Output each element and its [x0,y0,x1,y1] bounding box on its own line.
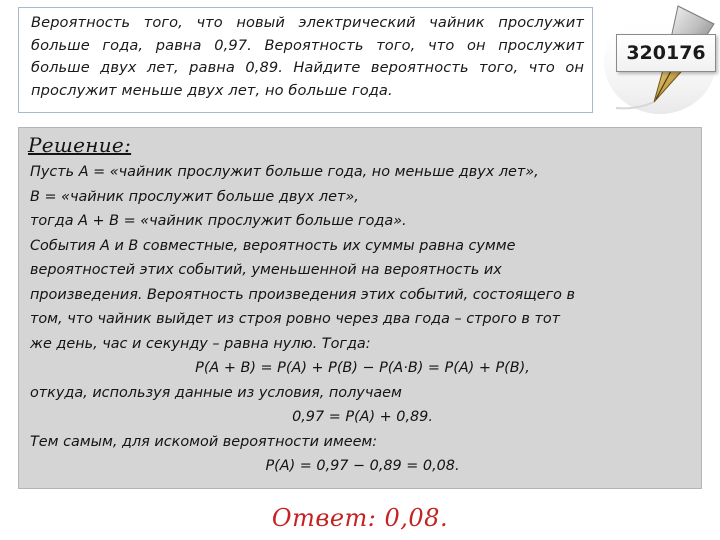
problem-statement [18,7,593,113]
solution-equation: P(A) = 0,97 − 0,89 = 0,08. [265,458,460,474]
solution-line: тогда A + B = «чайник прослужит больше года». [30,213,407,229]
task-number-badge: 320176 [616,34,716,72]
solution-panel [18,127,702,489]
solution-equation: 0,97 = P(A) + 0,89. [292,409,433,425]
problem-text: Вероятность того, что новый электрический чайник прослужит больше года, равна 0,97. Вероятность того, что он прослужит больше двух лет, равна 0,89. Найдите вероятность того, что он прослужит меньше двух лет, но больше года. [31,14,584,99]
solution-body [30,160,695,479]
solution-title: Решение: [28,133,132,157]
solution-line: Пусть A = «чайник прослужит больше года, но меньше двух лет», [30,164,539,180]
solution-line: том, что чайник выйдет из строя ровно через два года – строго в тот [30,311,561,327]
solution-line: произведения. Вероятность произведения этих событий, состоящего в [30,286,576,303]
solution-line: B = «чайник прослужит больше двух лет», [30,188,359,205]
solution-equation: P(A + B) = P(A) + P(B) − P(A·B) = P(A) + P(B), [195,360,530,376]
solution-line: откуда, используя данные из условия, получаем [30,384,402,401]
solution-line: вероятностей этих событий, уменьшенной на вероятность их [30,262,502,278]
solution-line: же день, час и секунду – равна нулю. Тогда: [30,335,371,352]
answer-text: Ответ: 0,08. [271,504,449,532]
solution-line: События A и B совместные, вероятность их суммы равна сумме [30,237,516,254]
solution-line: Тем самым, для искомой вероятности имеем: [30,433,378,450]
